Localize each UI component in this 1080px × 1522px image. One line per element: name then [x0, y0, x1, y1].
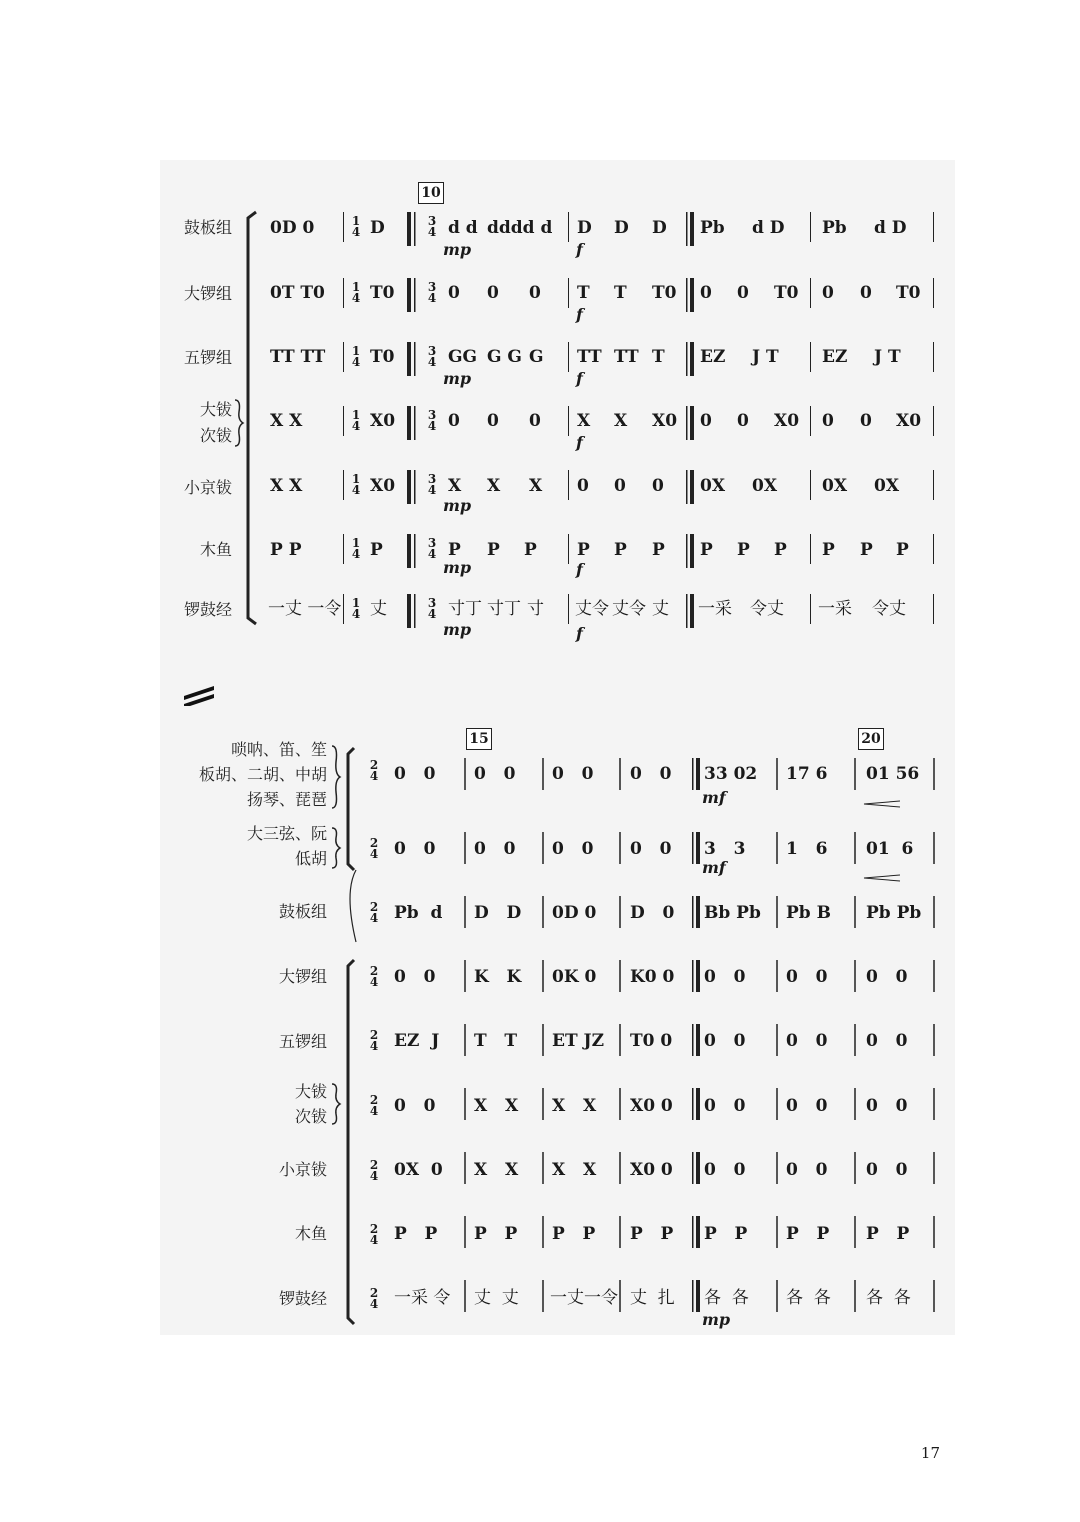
system-bracket: [244, 208, 266, 628]
note: 0X: [822, 476, 848, 496]
note: 0 0: [552, 764, 594, 784]
note: X X: [270, 411, 303, 431]
note: P: [448, 540, 461, 560]
note: 0: [822, 411, 834, 431]
time-signature: 2 4: [369, 1093, 379, 1118]
note: 0 0: [704, 967, 746, 987]
note: X0: [896, 411, 922, 431]
note: d D: [752, 218, 785, 238]
dynamic-mark: mp: [443, 620, 472, 639]
row-label-daluo-2: 大锣组: [278, 967, 327, 986]
note: GG: [448, 347, 478, 367]
note: T0: [774, 283, 799, 303]
note: EZ: [700, 347, 726, 367]
brace-icon: [233, 398, 245, 448]
row-label-wuluo-2: 五锣组: [278, 1032, 327, 1051]
barline: [568, 278, 569, 308]
note: X X: [552, 1160, 597, 1180]
note: 0: [737, 283, 749, 303]
note: 丈: [652, 599, 669, 619]
note: 0 0: [630, 764, 672, 784]
time-signature: 1 4: [351, 344, 361, 369]
note: P: [577, 540, 590, 560]
note: X0: [370, 411, 396, 431]
note: 0D 0: [270, 218, 315, 238]
note: 0 0: [552, 839, 594, 859]
note: 0 0: [474, 764, 516, 784]
note: 寸丁: [448, 599, 482, 619]
note: P P: [786, 1224, 830, 1244]
note: P: [652, 540, 665, 560]
barline: [933, 278, 934, 308]
note: 01 6: [866, 839, 914, 859]
row-label-strings: 板胡、二胡、中胡: [198, 765, 327, 784]
dynamic-mark: mp: [443, 558, 472, 577]
rehearsal-mark-20: 20: [858, 728, 884, 750]
note: X: [614, 411, 628, 431]
barline: [810, 342, 811, 372]
dynamic-mark: f: [576, 305, 583, 324]
note: d d: [448, 218, 478, 238]
note: 寸: [527, 599, 544, 619]
note: X: [448, 476, 462, 496]
note: X0: [652, 411, 678, 431]
note: P: [487, 540, 500, 560]
time-signature: 1 4: [351, 536, 361, 561]
note: X X: [270, 476, 303, 496]
note: G G: [487, 347, 522, 367]
note: TT TT: [270, 347, 326, 367]
time-signature: 2 4: [369, 964, 379, 989]
time-signature: 3 4: [427, 472, 437, 497]
note: 0X 0: [394, 1160, 443, 1180]
dynamic-mark: mf: [702, 858, 726, 877]
note: P: [774, 540, 787, 560]
rehearsal-mark-15: 15: [466, 728, 492, 750]
note: Bb Pb: [704, 903, 761, 923]
row-label-muyu: 木鱼: [199, 540, 232, 559]
note: 一采: [818, 599, 852, 619]
system-separator-icon: [182, 684, 216, 706]
row-label-plucked: 扬琴、琵琶: [246, 790, 327, 809]
note: P: [524, 540, 537, 560]
note: 0 0: [786, 967, 828, 987]
barline: [810, 212, 811, 242]
time-signature: 3 4: [427, 536, 437, 561]
note: P P: [866, 1224, 910, 1244]
time-signature: 1 4: [351, 214, 361, 239]
dynamic-mark: f: [576, 624, 583, 643]
row-label-guban: 鼓板组: [183, 218, 232, 237]
note: 0D 0: [552, 903, 597, 923]
note: 1 6: [786, 839, 828, 859]
row-label-daluo: 大锣组: [183, 284, 232, 303]
row-label-muyu-2: 木鱼: [294, 1224, 327, 1243]
note: T: [614, 283, 627, 303]
row-label-xiaojingbo-2: 小京钹: [278, 1160, 327, 1179]
note: 0 0: [704, 1031, 746, 1051]
note: P: [737, 540, 750, 560]
time-signature: 2 4: [369, 900, 379, 925]
note: 0X: [752, 476, 778, 496]
note: TT: [577, 347, 602, 367]
barline: [933, 594, 934, 624]
note: D: [652, 218, 667, 238]
note: 0: [860, 411, 872, 431]
note: D D: [474, 903, 522, 923]
note: P P: [394, 1224, 438, 1244]
barline: [933, 534, 934, 564]
time-signature: 2 4: [369, 1028, 379, 1053]
barline: [343, 534, 344, 564]
note: P P: [474, 1224, 518, 1244]
note: P: [614, 540, 627, 560]
note: 0: [652, 476, 664, 496]
note: D: [370, 218, 385, 238]
note: EZ J: [394, 1031, 440, 1051]
note: X0 0: [630, 1160, 673, 1180]
dynamic-mark: f: [576, 560, 583, 579]
note: ET JZ: [552, 1031, 604, 1051]
note: D: [614, 218, 629, 238]
note: G: [529, 347, 544, 367]
note: X: [529, 476, 543, 496]
note: 0 0: [394, 967, 436, 987]
note: D 0: [630, 903, 675, 923]
note: EZ: [822, 347, 848, 367]
note: D: [577, 218, 592, 238]
barline: [810, 406, 811, 436]
note: 0: [448, 283, 460, 303]
note: 各 各: [786, 1288, 831, 1308]
note: T: [652, 347, 665, 367]
note: 一丈一令: [550, 1288, 618, 1308]
barline: [343, 342, 344, 372]
dynamic-mark: mp: [443, 369, 472, 388]
dynamic-mark: mf: [702, 788, 726, 807]
time-signature: 2 4: [369, 758, 379, 783]
row-label-cibo: 次钹: [199, 426, 232, 445]
note: J T: [874, 347, 901, 367]
note: 丈 丈: [474, 1288, 519, 1308]
barline: [810, 534, 811, 564]
time-signature: 3 4: [427, 408, 437, 433]
note: K0 0: [630, 967, 675, 987]
note: 各 各: [866, 1288, 911, 1308]
row-label-sanxian: 大三弦、阮: [246, 824, 327, 843]
note: d D: [874, 218, 907, 238]
note: 一丈 一令: [268, 599, 342, 619]
barline: [568, 342, 569, 372]
time-signature: 2 4: [369, 1222, 379, 1247]
note: 0 0: [704, 1160, 746, 1180]
note: X: [487, 476, 501, 496]
note: 0 0: [474, 839, 516, 859]
note: X0 0: [630, 1096, 673, 1116]
note: 0 0: [630, 839, 672, 859]
note: P P: [630, 1224, 674, 1244]
note: P: [860, 540, 873, 560]
time-signature: 1 4: [351, 472, 361, 497]
note: 一采 令: [394, 1288, 451, 1308]
repeat-start-barline: [404, 208, 424, 628]
note: 0X: [874, 476, 900, 496]
barline: [343, 278, 344, 308]
note: 丈令: [575, 599, 609, 619]
note: 0: [614, 476, 626, 496]
note: 0 0: [786, 1096, 828, 1116]
note: 0: [487, 283, 499, 303]
note: 0 0: [866, 1160, 908, 1180]
note: Pb Pb: [866, 903, 922, 923]
time-signature: 2 4: [369, 836, 379, 861]
row-label-guban-2: 鼓板组: [278, 902, 327, 921]
barline: [568, 534, 569, 564]
note: 0: [860, 283, 872, 303]
note: 0: [448, 411, 460, 431]
note: T0: [370, 347, 395, 367]
note: K K: [474, 967, 522, 987]
note: 0: [700, 411, 712, 431]
note: 0 0: [704, 1096, 746, 1116]
note: 0 0: [866, 1096, 908, 1116]
barline: [933, 406, 934, 436]
time-signature: 2 4: [369, 1286, 379, 1311]
note: Pb: [700, 218, 725, 238]
note: 0 0: [786, 1031, 828, 1051]
note: TT: [614, 347, 639, 367]
barline: [343, 594, 344, 624]
dynamic-mark: mp: [443, 496, 472, 515]
note: 0: [822, 283, 834, 303]
note: 3 3: [704, 839, 746, 859]
note: P: [896, 540, 909, 560]
system-bracket: [340, 742, 364, 1332]
note: T0 0: [630, 1031, 673, 1051]
row-label-dabo-2: 大钹: [294, 1082, 327, 1101]
row-label-xiaojingbo: 小京钹: [183, 478, 232, 497]
repeat-end-barline: [678, 208, 698, 628]
note: Pb d: [394, 903, 443, 923]
note: dddd d: [487, 218, 553, 238]
row-label-winds: 唢呐、笛、笙: [230, 740, 327, 759]
note: X X: [474, 1096, 519, 1116]
note: 0: [700, 283, 712, 303]
note: 0 0: [394, 1096, 436, 1116]
note: 一采: [698, 599, 732, 619]
barline: [810, 594, 811, 624]
note: 0 0: [786, 1160, 828, 1180]
note: 0 0: [866, 967, 908, 987]
note: 17 6: [786, 764, 828, 784]
barline: [343, 212, 344, 242]
note: 0X: [700, 476, 726, 496]
note: P P: [552, 1224, 596, 1244]
note: 寸丁: [487, 599, 521, 619]
barline: [568, 212, 569, 242]
row-label-cibo-2: 次钹: [294, 1107, 327, 1126]
barline: [933, 470, 934, 500]
note: T0: [896, 283, 921, 303]
note: 令丈: [750, 599, 784, 619]
time-signature: 1 4: [351, 280, 361, 305]
note: P: [822, 540, 835, 560]
note: 01 56: [866, 764, 920, 784]
row-label-dihu: 低胡: [294, 849, 327, 868]
note: J T: [752, 347, 779, 367]
note: 令丈: [872, 599, 906, 619]
page-number: 17: [920, 1444, 940, 1462]
note: X X: [474, 1160, 519, 1180]
note: 0: [737, 411, 749, 431]
note: 0T T0: [270, 283, 325, 303]
note: X0: [774, 411, 800, 431]
dynamic-mark: mp: [702, 1310, 731, 1329]
note: 0: [577, 476, 589, 496]
note: T: [577, 283, 590, 303]
barline: [933, 212, 934, 242]
note: Pb: [822, 218, 847, 238]
barline: [343, 470, 344, 500]
note: P P: [704, 1224, 748, 1244]
barline: [568, 594, 569, 624]
row-label-wuluo: 五锣组: [183, 348, 232, 367]
time-signature: 1 4: [351, 596, 361, 621]
time-signature: 3 4: [427, 344, 437, 369]
note: 0: [529, 283, 541, 303]
dynamic-mark: f: [576, 240, 583, 259]
note: 0 0: [394, 839, 436, 859]
time-signature: 2 4: [369, 1158, 379, 1183]
note: Pb B: [786, 903, 831, 923]
barline: [810, 278, 811, 308]
time-signature: 3 4: [427, 214, 437, 239]
note: 0K 0: [552, 967, 597, 987]
note: T T: [474, 1031, 518, 1051]
note: T0: [652, 283, 677, 303]
barline: [568, 406, 569, 436]
barline: [343, 406, 344, 436]
note: 0 0: [394, 764, 436, 784]
barline: [810, 470, 811, 500]
note: 0: [487, 411, 499, 431]
note: 0: [529, 411, 541, 431]
time-signature: 3 4: [427, 280, 437, 305]
note: 丈: [370, 599, 387, 619]
barline: [568, 470, 569, 500]
row-label-dabo: 大钹: [199, 400, 232, 419]
note: 丈 扎: [630, 1288, 675, 1308]
note: X0: [370, 476, 396, 496]
note: P: [700, 540, 713, 560]
note: 丈令: [612, 599, 646, 619]
dynamic-mark: f: [576, 433, 583, 452]
note: X: [577, 411, 591, 431]
barline: [933, 342, 934, 372]
note: X X: [552, 1096, 597, 1116]
note: 各 各: [704, 1288, 749, 1308]
rehearsal-mark-10: 10: [418, 182, 444, 204]
row-label-luogujing-2: 锣鼓经: [278, 1289, 327, 1308]
note: P P: [270, 540, 302, 560]
dynamic-mark: mp: [443, 240, 472, 259]
dynamic-mark: f: [576, 369, 583, 388]
time-signature: 1 4: [351, 408, 361, 433]
time-signature: 3 4: [427, 596, 437, 621]
row-label-luogujing: 锣鼓经: [183, 600, 232, 619]
note: 33 02: [704, 764, 758, 784]
note: 0 0: [866, 1031, 908, 1051]
note: P: [370, 540, 383, 560]
note: T0: [370, 283, 395, 303]
